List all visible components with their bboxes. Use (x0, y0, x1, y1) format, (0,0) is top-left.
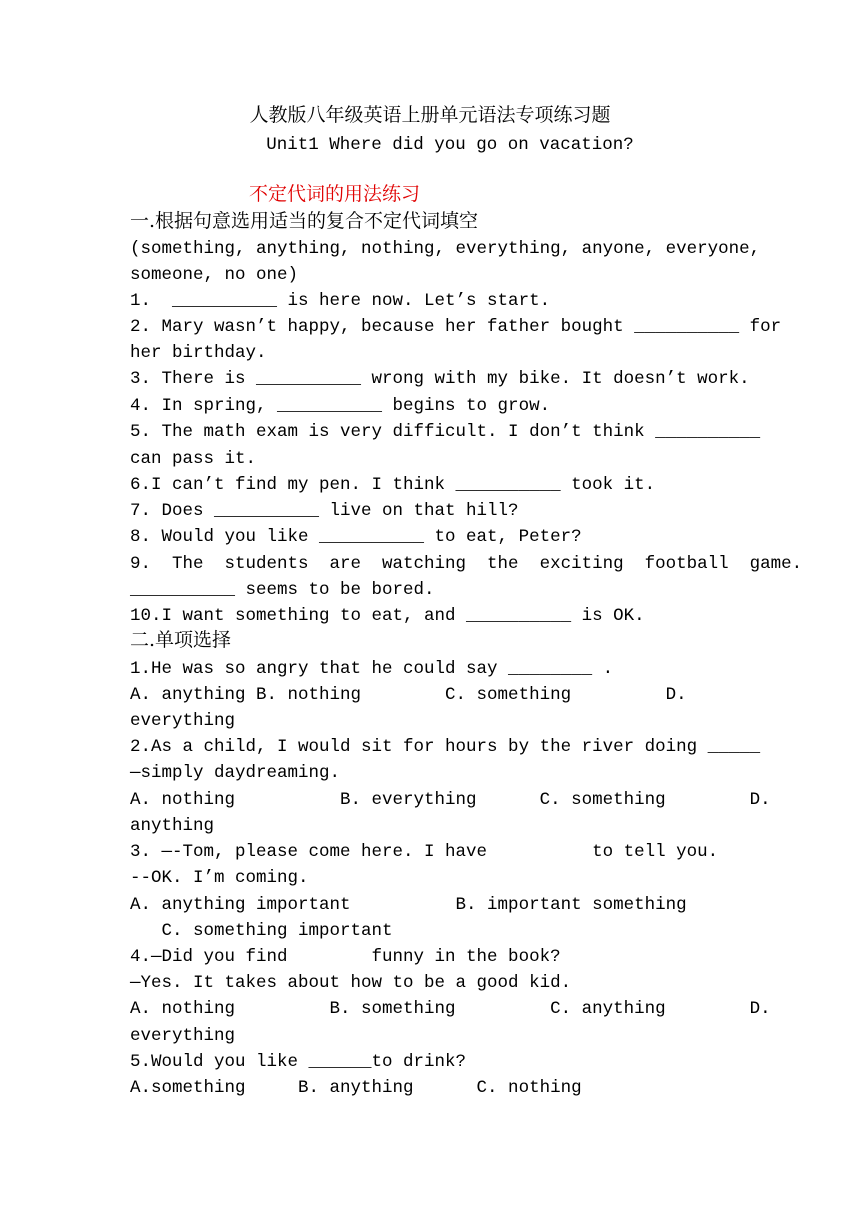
section1-heading: 一.根据句意选用适当的复合不定代词填空 (130, 210, 479, 232)
unit-subtitle: Unit1 Where did you go on vacation? (266, 135, 634, 155)
section2-heading: 二.单项选择 (130, 629, 232, 651)
exercise-line: 8. Would you like __________ to eat, Peter? (130, 527, 582, 547)
exercise-line: 7. Does __________ live on that hill? (130, 501, 519, 521)
option-line: anything (130, 816, 215, 836)
option-line: A. nothing B. everything C. something D. (130, 790, 771, 810)
exercise-line: 5.Would you like ______to drink? (130, 1052, 467, 1072)
exercise-line: __________ seems to be bored. (130, 580, 435, 600)
exercise-line: 4.—Did you find funny in the book? (130, 947, 561, 967)
exercise-line: 1. __________ is here now. Let’s start. (130, 291, 551, 311)
topic-heading: 不定代词的用法练习 (249, 183, 421, 205)
exercise-line: 10.I want something to eat, and __________ is OK. (130, 606, 645, 626)
document-title: 人教版八年级英语上册单元语法专项练习题 (249, 104, 611, 126)
option-line: C. something important (130, 921, 393, 941)
exercise-line: 9. The students are watching the exciting football game. (130, 554, 803, 574)
option-line: everything (130, 1026, 236, 1046)
exercise-line: 3. There is __________ wrong with my bike. It doesn’t work. (130, 369, 750, 389)
exercise-line: her birthday. (130, 343, 267, 363)
exercise-line: --OK. I’m coming. (130, 868, 309, 888)
option-line: A. nothing B. something C. anything D. (130, 999, 771, 1019)
exercise-line: 5. The math exam is very difficult. I don’t think __________ (130, 422, 761, 442)
exercise-line: can pass it. (130, 449, 257, 469)
exercise-line: 2.As a child, I would sit for hours by the river doing _____ (130, 737, 761, 757)
option-line: A. anything important B. important something (130, 895, 687, 915)
exercise-line: 6.I can’t find my pen. I think __________ took it. (130, 475, 656, 495)
exercise-line: 4. In spring, __________ begins to grow. (130, 396, 551, 416)
word-bank-line: someone, no one) (130, 265, 299, 285)
exercise-line: 3. —-Tom, please come here. I have to tell you. (130, 842, 719, 862)
option-line: A.something B. anything C. nothing (130, 1078, 582, 1098)
option-line: everything (130, 711, 236, 731)
exercise-line: 2. Mary wasn’t happy, because her father bought __________ for (130, 317, 782, 337)
exercise-line: —simply daydreaming. (130, 763, 341, 783)
option-line: A. anything B. nothing C. something D. (130, 685, 687, 705)
exercise-line: 1.He was so angry that he could say ________ . (130, 659, 614, 679)
exercise-line: —Yes. It takes about how to be a good kid. (130, 973, 572, 993)
word-bank-line: (something, anything, nothing, everything, anyone, everyone, (130, 239, 761, 259)
